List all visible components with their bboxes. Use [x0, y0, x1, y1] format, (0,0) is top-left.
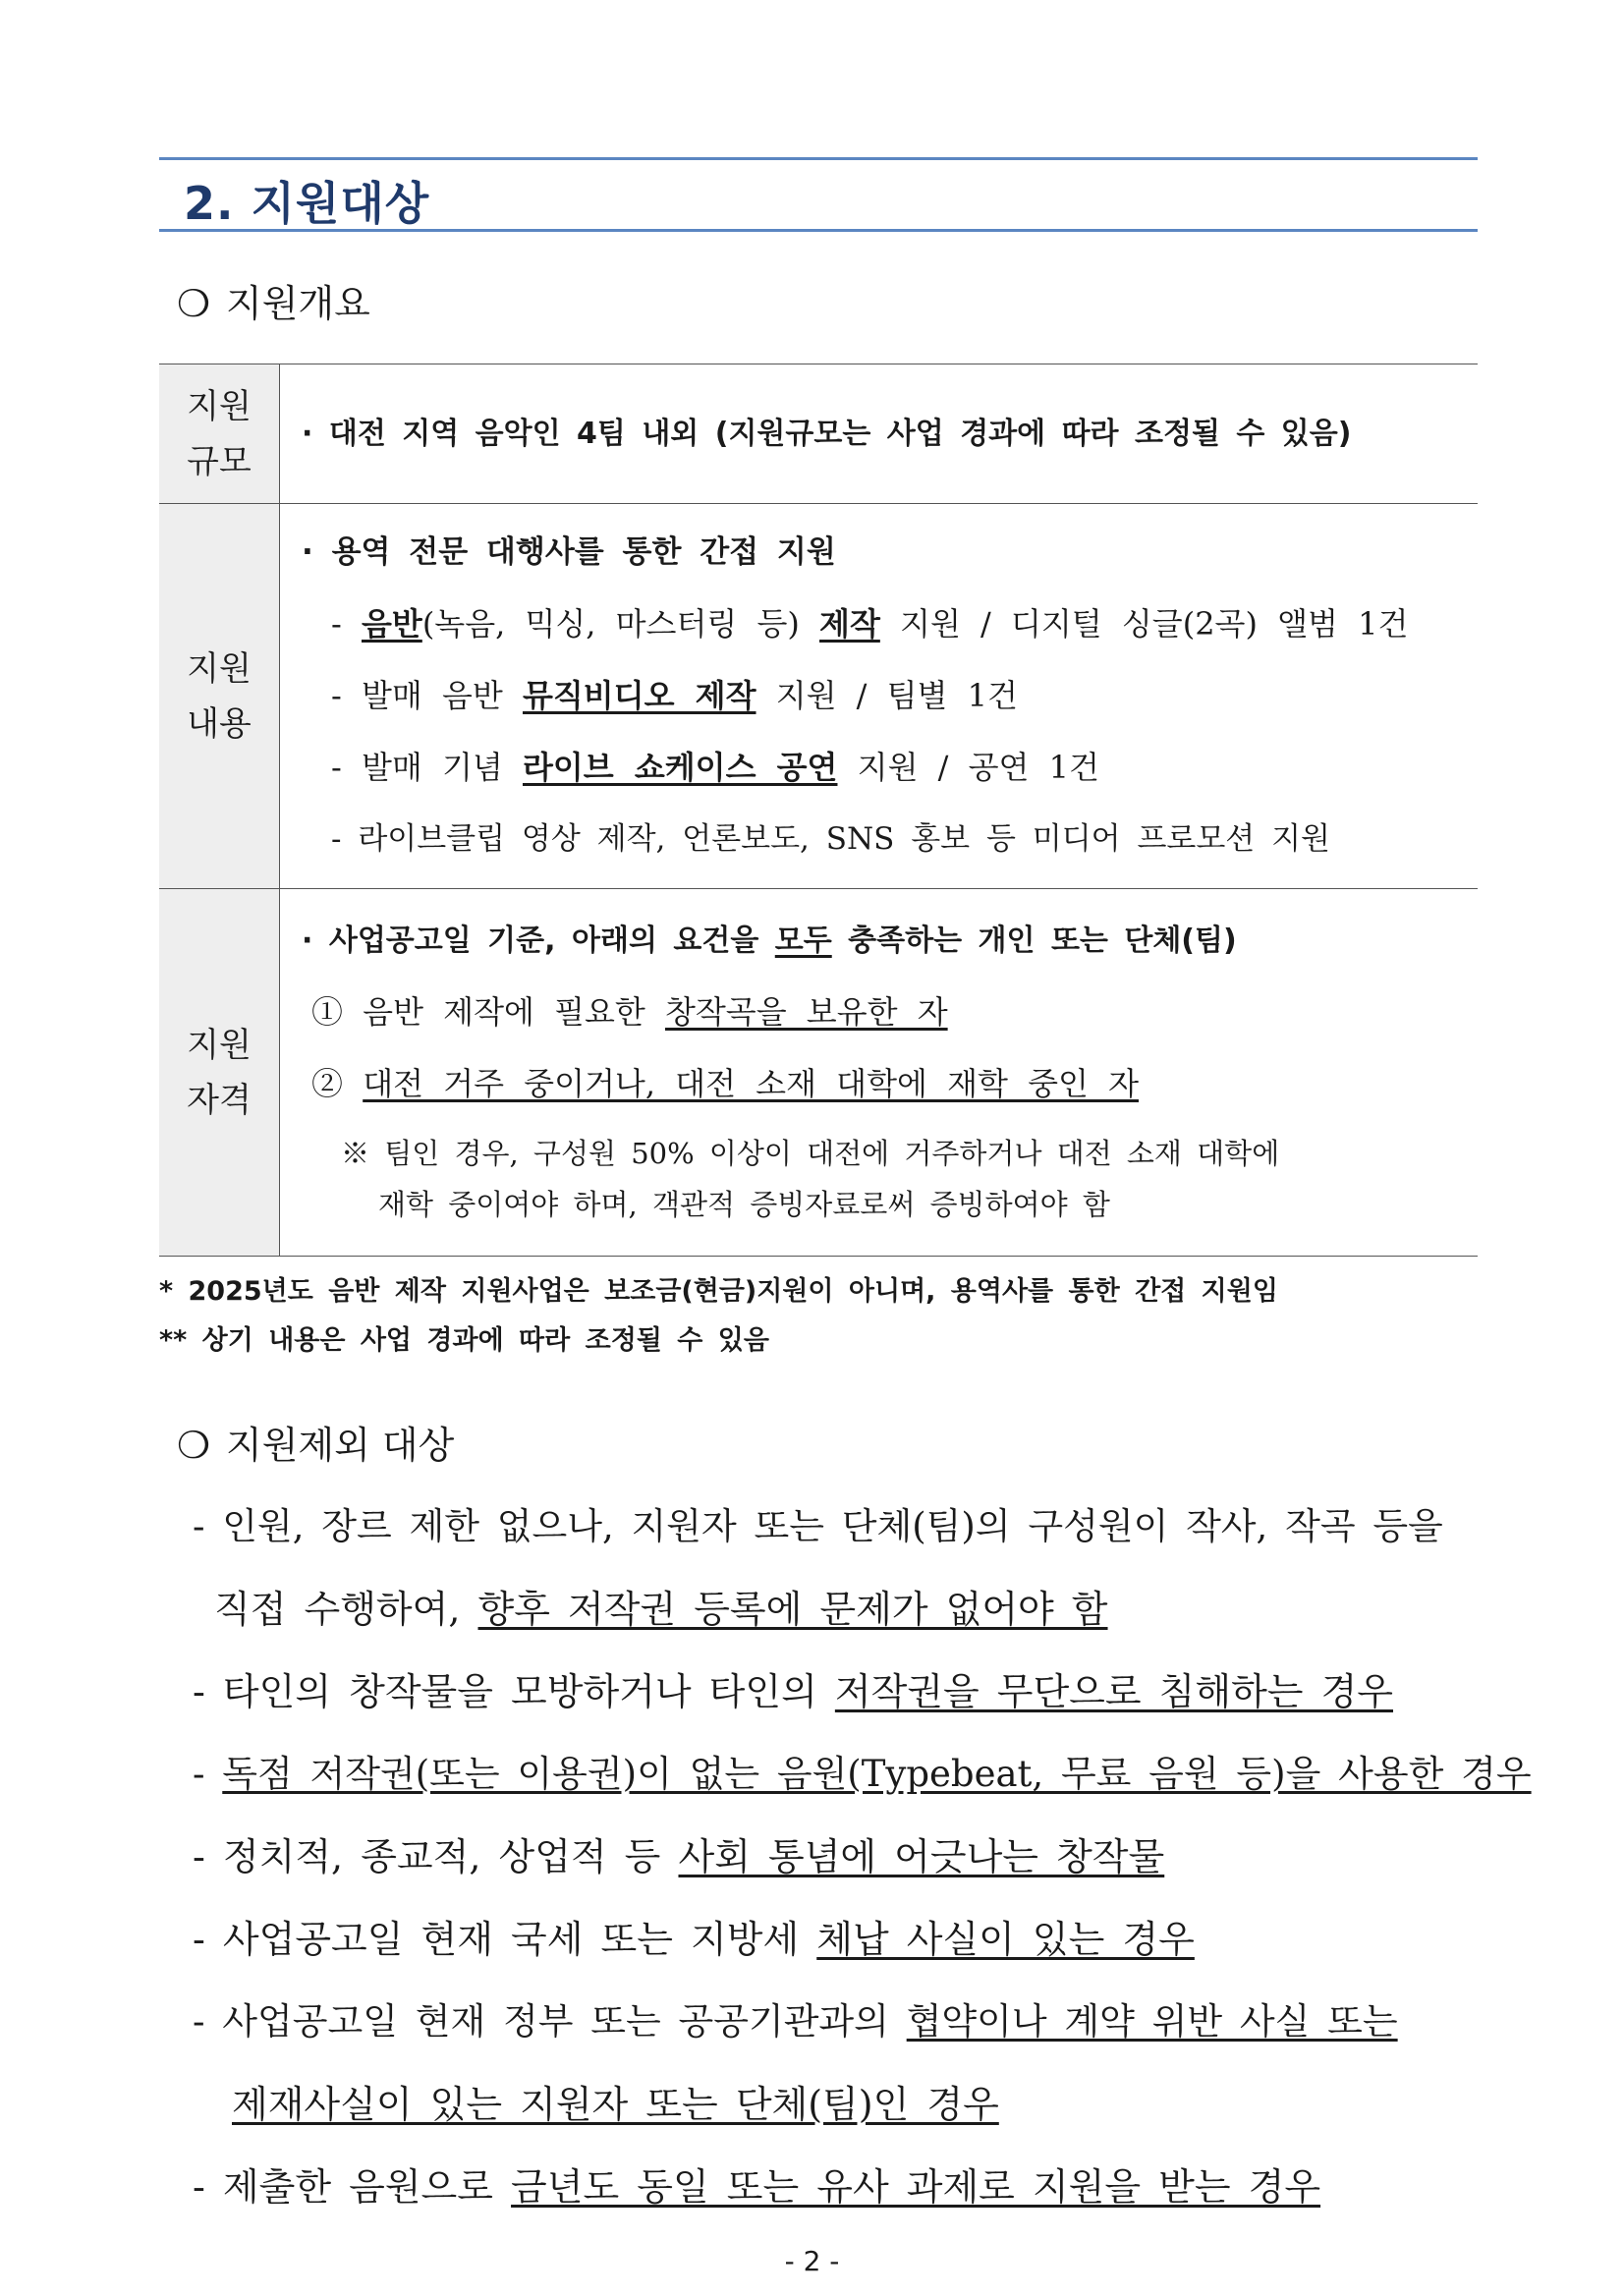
label-line: 지원	[187, 386, 252, 426]
underlined-text: 사회 통념에 어긋나는 창작물	[678, 1835, 1165, 1878]
overview-table	[159, 364, 1478, 1257]
text: ① 음반 제작에 필요한	[311, 993, 665, 1031]
footnote-2: ** 상기 내용은 사업 경과에 따라 조정될 수 있음	[159, 1325, 769, 1356]
underlined-text: 협약이나 계약 위반 사실 또는	[906, 2000, 1398, 2043]
underlined-text: 모두	[774, 924, 832, 958]
underlined-text: 창작곡을 보유한 자	[664, 993, 948, 1031]
footnote-1: * 2025년도 음반 제작 지원사업은 보조금(현금)지원이 아니며, 용역사를 통한 간접 지원임	[159, 1276, 1278, 1307]
overview-heading	[177, 273, 370, 327]
text: -	[193, 1753, 223, 1795]
content-item-4: - 라이브클립 영상 제작, 언론보도, SNS 홍보 등 미디어 프로모션 지원	[331, 821, 1330, 857]
scale-text: · 대전 지역 음악인 4팀 내외 (지원규모는 사업 경과에 따라 조정될 수 있음)	[302, 417, 1352, 451]
text: - 사업공고일 현재 국세 또는 지방세	[193, 1918, 817, 1961]
row-body-eligibility	[280, 889, 1479, 1257]
exclusion-item-1-cont	[214, 1579, 1108, 1633]
underlined-text: 뮤직비디오 제작	[522, 677, 756, 714]
exclusions-heading	[177, 1415, 454, 1469]
section-heading	[159, 157, 1478, 232]
content-item-1	[302, 588, 1460, 660]
text: 지원 / 디지털 싱글(2곡) 앨범 1건	[879, 605, 1409, 643]
text: - 타인의 창작물을 모방하거나 타인의	[193, 1670, 835, 1713]
underlined-text: 대전 거주 중이거나, 대전 소재 대학에 재학 중인 자	[363, 1065, 1139, 1102]
exclusion-item-6-cont	[232, 2074, 999, 2128]
underlined-text: 음반	[361, 605, 422, 643]
row-body-scale	[280, 364, 1479, 504]
requirement-2	[302, 1048, 1460, 1120]
underlined-text: 독점 저작권(또는 이용권)이 없는 음원(Typebeat, 무료 음원 등)을 사용한 경우	[222, 1753, 1532, 1795]
row-label-content	[159, 504, 280, 889]
row-label-eligibility	[159, 889, 280, 1257]
content-item-2	[302, 660, 1460, 732]
row-body-content	[280, 504, 1479, 889]
table-row-scale	[159, 364, 1478, 504]
text: - 발매 음반	[331, 677, 523, 714]
content-bullet: · 용역 전문 대행사를 통한 간접 지원	[302, 534, 836, 570]
label-line: 내용	[187, 703, 252, 744]
exclusion-item-7	[193, 2156, 1320, 2211]
underlined-text: 라이브 쇼케이스 공연	[522, 749, 838, 786]
text: 직접 수행하여,	[214, 1588, 478, 1631]
exclusion-item-2	[193, 1661, 1393, 1715]
text: 충족하는 개인 또는 단체(팀)	[831, 924, 1237, 958]
underlined-text: 향후 저작권 등록에 문제가 없어야 함	[477, 1588, 1108, 1631]
text: · 사업공고일 기준, 아래의 요건을	[302, 924, 775, 958]
exclusions-heading-text: 지원제외 대상	[226, 1424, 455, 1467]
text: - 발매 기념	[331, 749, 523, 786]
text: - 정치적, 종교적, 상업적 등	[193, 1835, 679, 1878]
requirement-1	[302, 977, 1460, 1048]
page-number: - 2 -	[784, 2245, 840, 2277]
table-row-eligibility	[159, 889, 1478, 1257]
exclusion-item-4	[193, 1826, 1164, 1880]
text: 지원 / 팀별 1건	[756, 677, 1018, 714]
label-line: 자격	[187, 1080, 252, 1120]
text: ②	[311, 1065, 364, 1102]
text: - 제출한 음원으로	[193, 2165, 512, 2209]
exclusion-item-6	[193, 1991, 1398, 2044]
exclusion-item-3	[193, 1744, 1532, 1797]
exclusion-item-5	[193, 1909, 1195, 1963]
dash: -	[331, 605, 362, 643]
text: (녹음, 믹싱, 마스터링 등)	[421, 605, 820, 643]
table-row-content	[159, 504, 1478, 889]
overview-heading-text: 지원개요	[226, 282, 370, 325]
row-label-scale	[159, 364, 280, 504]
eligibility-note-line-2: 재학 중이여야 하며, 객관적 증빙자료로써 증빙하여야 함	[378, 1188, 1110, 1221]
label-line: 규모	[187, 441, 252, 481]
text: 지원 / 공연 1건	[837, 749, 1099, 786]
underlined-text: 제재사실이 있는 지원자 또는 단체(팀)인 경우	[232, 2083, 999, 2126]
eligibility-bullet	[302, 905, 1460, 977]
eligibility-note-line-1: ※ 팀인 경우, 구성원 50% 이상이 대전에 거주하거나 대전 소재 대학에	[341, 1137, 1280, 1170]
section-title: 2. 지원대상	[184, 177, 430, 230]
circle-bullet-icon: ❍	[177, 1424, 211, 1467]
exclusion-item-1: - 인원, 장르 제한 없으나, 지원자 또는 단체(팀)의 구성원이 작사, 작곡 등을	[193, 1505, 1443, 1547]
underlined-text: 금년도 동일 또는 유사 과제로 지원을 받는 경우	[511, 2165, 1321, 2209]
underlined-text: 체납 사실이 있는 경우	[816, 1918, 1195, 1961]
content-item-3	[302, 732, 1460, 804]
underlined-text: 저작권을 무단으로 침해하는 경우	[834, 1670, 1394, 1713]
circle-bullet-icon: ❍	[177, 282, 211, 325]
underlined-text: 제작	[819, 605, 880, 643]
text: - 사업공고일 현재 정부 또는 공공기관과의	[193, 2000, 907, 2043]
label-line: 지원	[187, 1025, 252, 1065]
label-line: 지원	[187, 648, 252, 689]
